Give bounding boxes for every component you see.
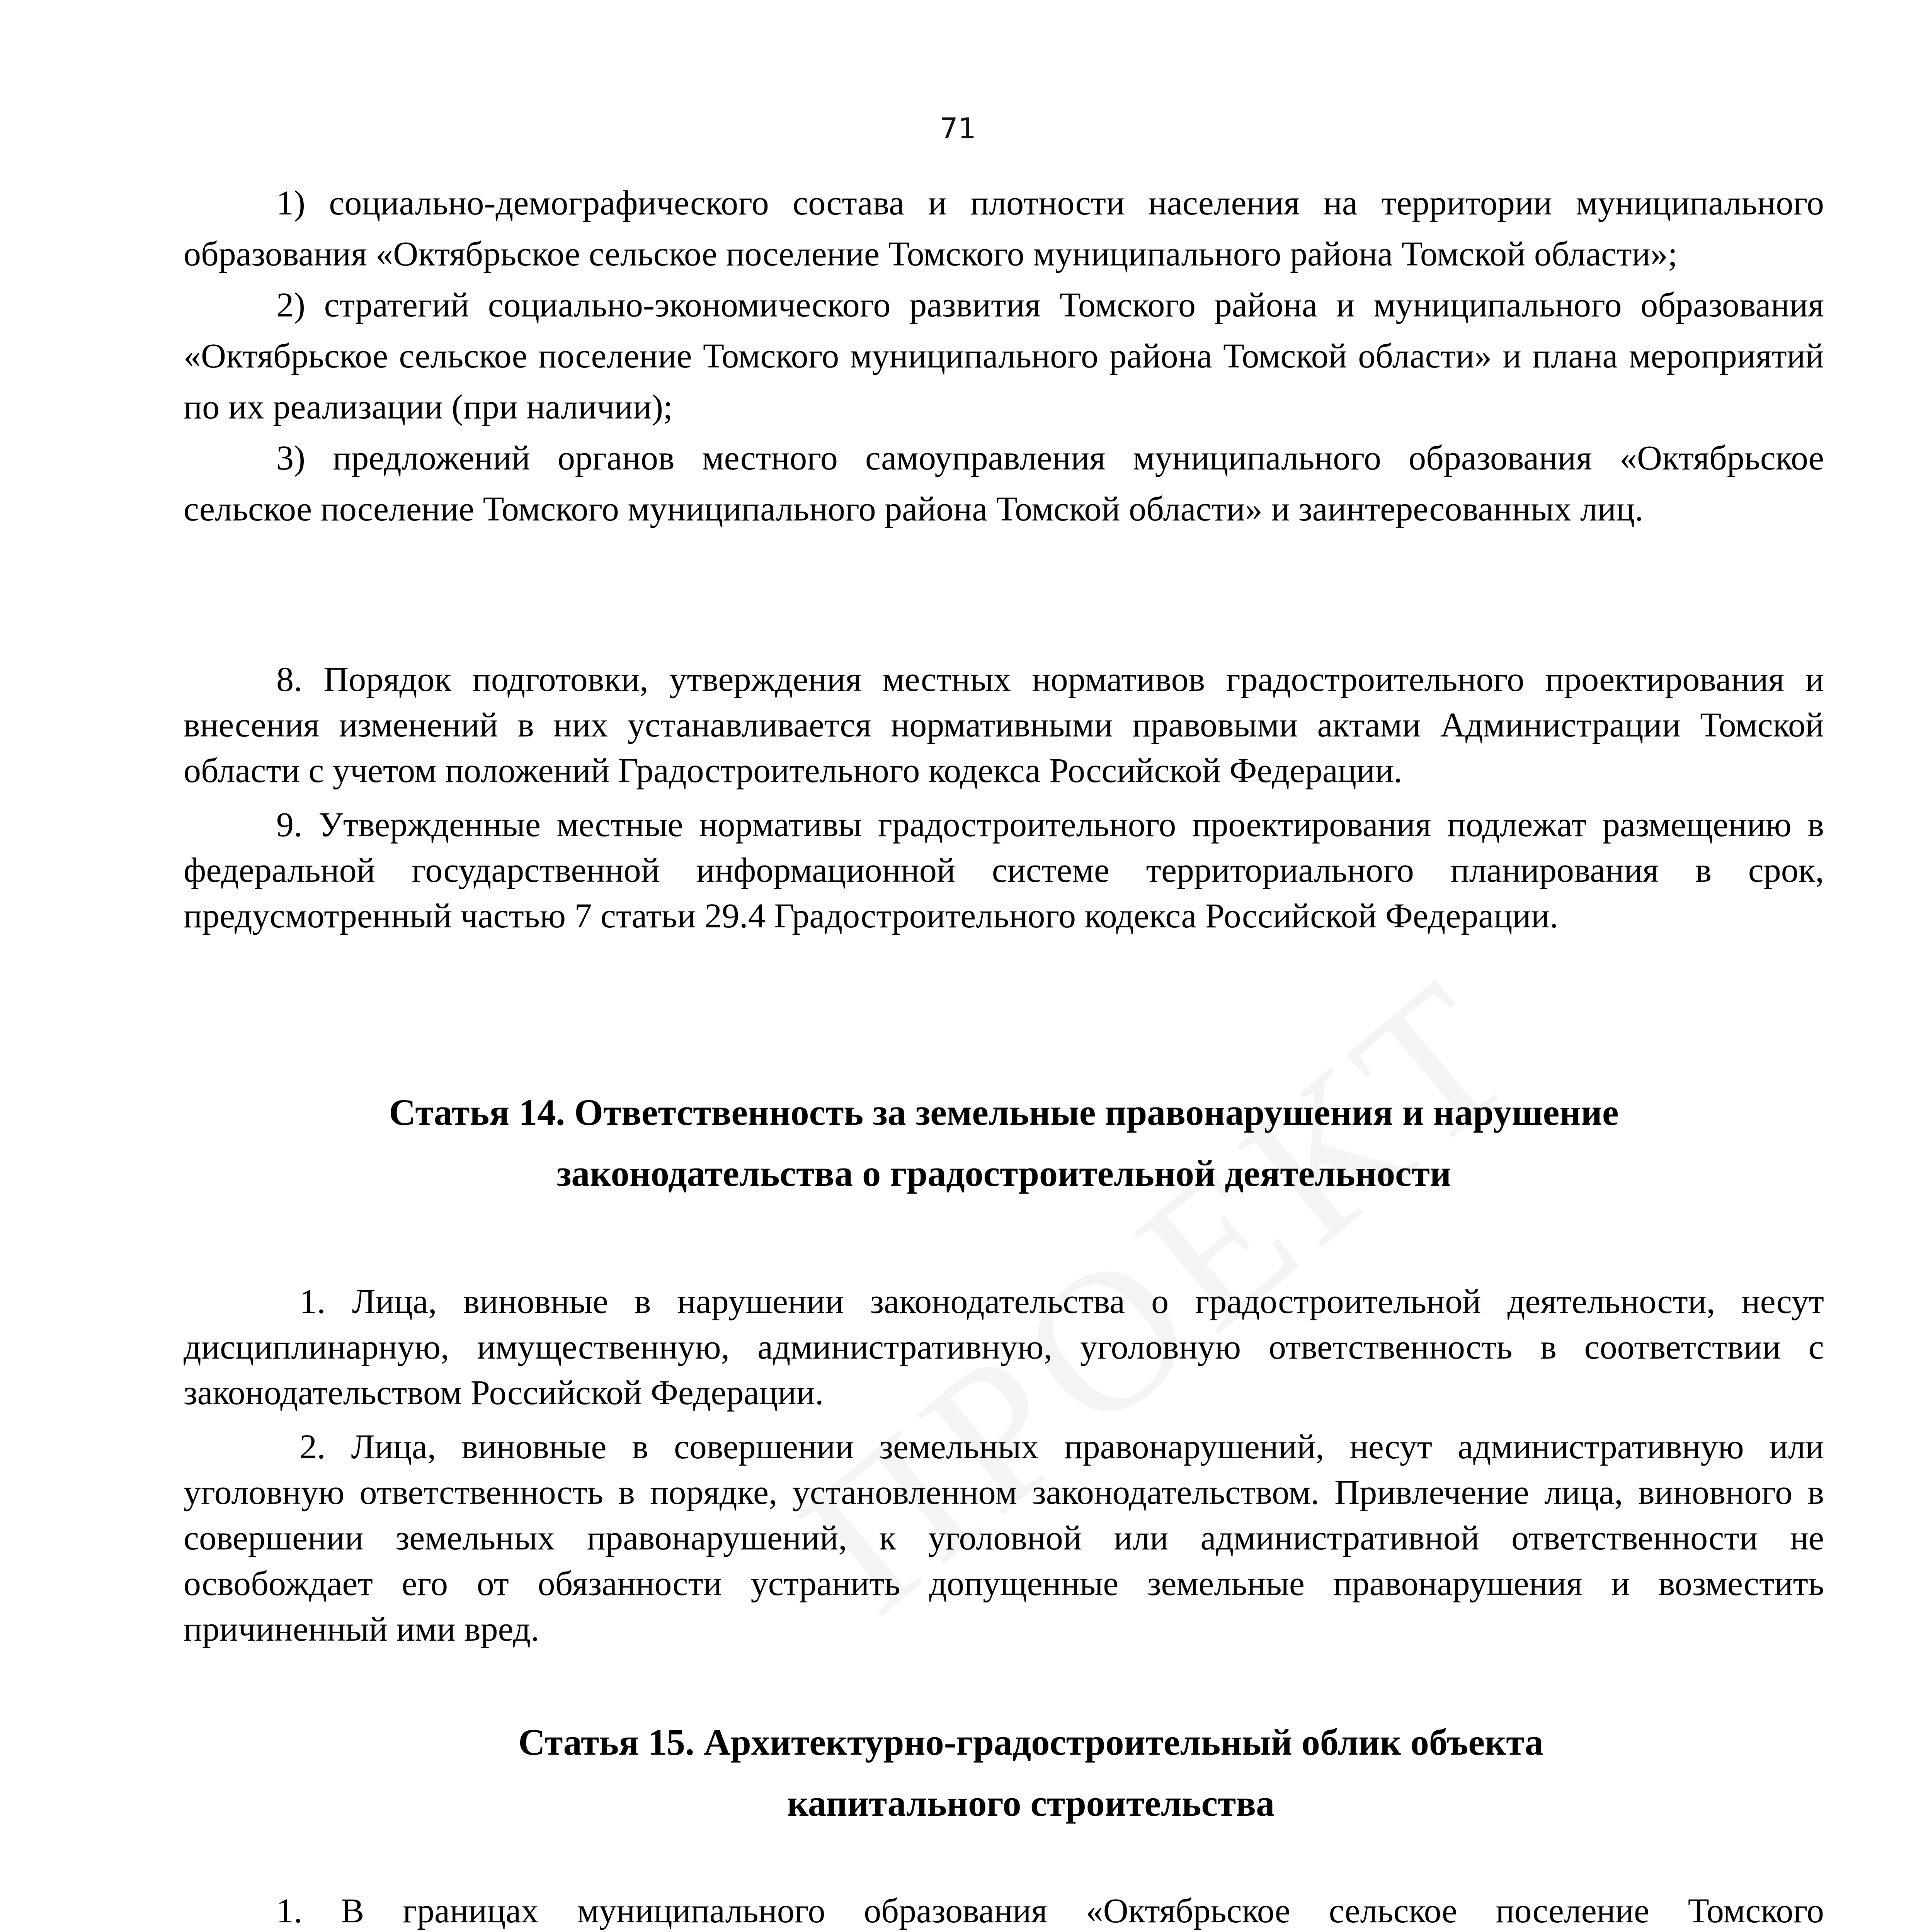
article-15-body	[184, 1886, 1824, 1932]
article-14-heading	[184, 1082, 1824, 1204]
paragraph-9: 9. Утвержденные местные нормативы градостроительного проектирования подлежат размещению в федеральной государственной информационной системе территориального планирования в срок, предусмотренный частью 7 статьи 29.4 Градостроительного кодекса Российской Федерации.	[184, 806, 1824, 935]
article-15-title-line-2: капитального строительства	[787, 1782, 1275, 1824]
article-14-body	[184, 1279, 1824, 1652]
intro-item: 2) стратегий социально-экономического развития Томского района и муниципального образования «Октябрьское сельское поселение Томского муниципального района Томской области» и плана мероприятий по их реализации (при наличии);	[184, 286, 1824, 426]
article-14-title-line-2: законодательства о градостроительной деятельности	[556, 1153, 1451, 1194]
intro-item: 3) предложений органов местного самоуправления муниципального образования «Октябрьское сельское поселение Томского муниципального района Томской области» и заинтересованных лиц.	[184, 439, 1824, 528]
article-14-paragraph-1: 1. Лица, виновные в нарушении законодательства о градостроительной деятельности, несут дисциплинарную, имущественную, административную, уголовную ответственность в соответствии с законодательством Российской Федерации.	[184, 1282, 1824, 1412]
article-15-heading	[184, 1712, 1824, 1834]
intro-item: 1) социально-демографического состава и плотности населения на территории муниципального образования «Октябрьское сельское поселение Томского муниципального района Томской области»;	[184, 184, 1824, 273]
numbered-paragraphs	[184, 657, 1824, 939]
article-15-title-line-1: Статья 15. Архитектурно-градостроительный облик объекта	[518, 1721, 1543, 1763]
page-number: 71	[939, 112, 977, 145]
article-14-title-line-1: Статья 14. Ответственность за земельные правонарушения и нарушение	[389, 1092, 1619, 1133]
intro-list	[184, 178, 1824, 535]
paragraph-8: 8. Порядок подготовки, утверждения местных нормативов градостроительного проектирования и внесения изменений в них устанавливается нормативными правовыми актами Администрации Томской области с учетом положений Градостроительного кодекса Российской Федерации.	[184, 660, 1824, 790]
article-15-paragraph-1: 1. В границах муниципального образования «Октябрьское сельское поселение Томского	[276, 1892, 1824, 1930]
article-14-paragraph-2: 2. Лица, виновные в совершении земельных правонарушений, несут административную или уголовную ответственность в порядке, установленном законодательством. Привлечение лица, виновного в совершении земельных правонарушений, к уголовной или административной ответственности не освобождает его от обязанности устранить допущенные земельные правонарушения и возместить причиненный ими вред.	[184, 1428, 1824, 1648]
